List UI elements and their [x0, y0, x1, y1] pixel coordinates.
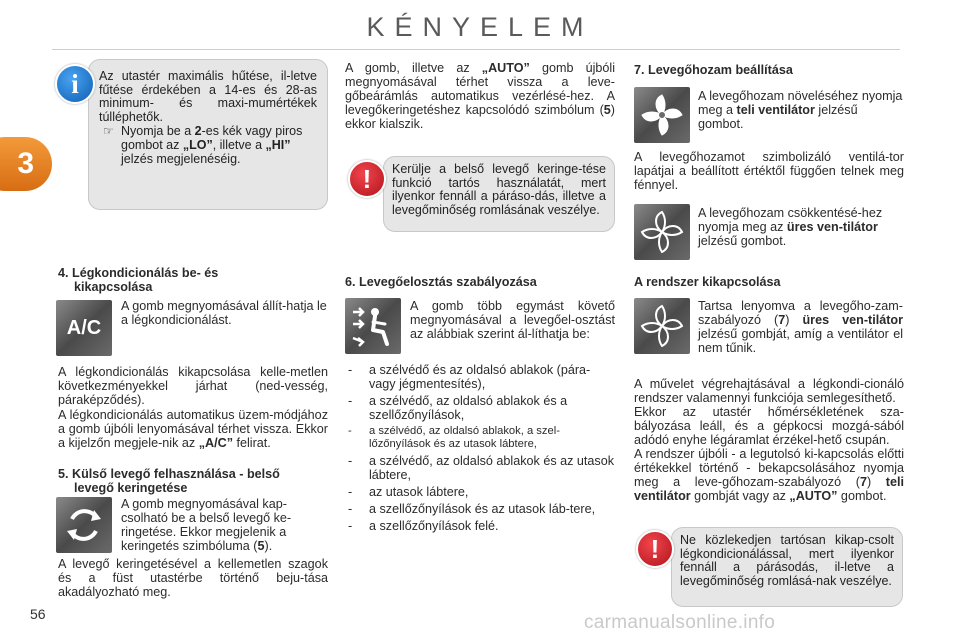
fan-empty-icon [634, 204, 690, 260]
distribution-list [345, 363, 617, 536]
list-item: - a szélvédő, az oldalsó ablakok és az utasok lábtere, [345, 454, 617, 482]
list-item: - a szélvédő és az oldalsó ablakok (pára- vagy jégmentesítés), [345, 363, 617, 391]
section-5-paragraph-1: A levegő keringetésével a kellemetlen szagok és a füst utastérbe történő beju-tása akadályozható meg. [58, 557, 328, 599]
info-icon: i [55, 64, 95, 104]
list-item: - a szellőzőnyílások felé. [345, 519, 617, 533]
chapter-tab: 3 [0, 137, 52, 191]
system-off-heading: A rendszer kikapcsolása [634, 275, 781, 289]
watermark: carmanualsonline.info [584, 612, 776, 633]
section-7-paragraph-1: A levegőhozamot szimbolizáló ventilá-tor lapátjai a beállított értéktől függően telnek meg fénnyel. [634, 150, 904, 192]
fan-decrease-text: A levegőhozam csökkentésé-hez nyomja meg az üres ven-tilátor jelzésű gombot. [698, 206, 883, 248]
warning-text-2: Ne közlekedjen tartósan kikap-csolt légkondicionálással, mert ilyenkor fennáll a párásodás, il-letve a levegőminőség romlásá-nak veszélye. [680, 533, 894, 588]
list-item: - a szélvédő, az oldalsó ablakok és a szellőzőnyílások, [345, 394, 617, 422]
info-bullet: ☞ Nyomja be a 2-es kék vagy piros gombot az „LO”, illetve a „HI” jelzés megjelenéséig. [103, 124, 303, 166]
air-distribution-icon [345, 298, 401, 354]
page-title: KÉNYELEM [366, 12, 594, 42]
warning-box-ac-off [671, 527, 903, 607]
section-6-intro: A gomb több egymást követő megnyomásával a levegőel-osztást az alábbiak szerint ál-líthatja be: [410, 299, 615, 341]
section-4-paragraph-2: A légkondicionálás automatikus üzem-módjához a gomb újbóli lenyomásával térhet vissza. Ekkor a kijelzőn megjele-nik az „A/C” felirat. [58, 408, 328, 450]
system-off-intro: Tartsa lenyomva a levegőho-zam-szabályozó (7) üres ven-tilátor jelzésű gombját, amíg a ventilátor el nem tűnik. [698, 299, 903, 355]
info-box [88, 59, 328, 210]
ac-button-icon: A/C [56, 300, 112, 356]
section-6-heading: 6. Levegőelosztás szabályozása [345, 275, 537, 289]
section-4-intro: A gomb megnyomásával állít-hatja le a légkondicionálást. [121, 299, 327, 327]
warning-text-1: Kerülje a belső levegő keringe-tése funkció tartós használatát, mert ilyenkor fennáll a páráso-dás, illetve a levegőminőség romlásának veszélye. [392, 162, 606, 217]
pointer-icon: ☞ [103, 124, 114, 139]
list-item: - az utasok lábtere, [345, 485, 617, 499]
auto-return-text: A gomb, illetve az „AUTO” gomb újbóli megnyomásával térhet vissza a leve-gőbeárámlás automatikus vezérlésé-hez. A levegőkeringetéshez kapcsolódó szimbólum (5) ekkor kialszik. [345, 61, 615, 131]
warning-box-recirculation [383, 156, 615, 232]
warning-icon: ! [636, 530, 674, 568]
system-off-paragraph: A művelet végrehajtásával a légkondi-cionáló rendszer valamennyi funkciója semlegesíthető. Ekkor az utastér hőmérsékletének sza-bályozása leáll, és a gépkocsi mozgá-sából adódó enyhe légáramlat érzékel-hető csupán. A rendszer újbóli - a legutolsó ki-kapcsolás előtti értékekkel történő - bekapcsolásához nyomja meg a leve-gőhozam-szabályozó (7) teli ventilátor gombját vagy az „AUTO” gombot. [634, 377, 904, 503]
section-4-paragraph-1: A légkondicionálás kikapcsolása kelle-metlen következményekkel járhat (ned-vesség, páraképződés). [58, 365, 328, 407]
list-item: - a szélvédő, az oldalsó ablakok, a szel-lőzőnyílások és az utasok lábtere, [345, 425, 617, 451]
warning-icon: ! [348, 160, 386, 198]
fan-increase-text: A levegőhozam növeléséhez nyomja meg a teli ventilátor jelzésű gombot. [698, 89, 903, 131]
info-text: Az utastér maximális hűtése, il-letve fűtése érdekében a 14-es és 28-as minimum- és maxi-mumértékek túlléphetők. [99, 69, 317, 124]
fan-empty-icon [634, 298, 690, 354]
list-item: - a szellőzőnyílások és az utasok láb-tere, [345, 502, 617, 516]
section-7-heading: 7. Levegőhozam beállítása [634, 63, 793, 77]
recirculation-icon [56, 497, 112, 553]
page-number: 56 [30, 606, 46, 622]
section-5-intro: A gomb megnyomásával kap-csolható be a belső levegő ke-ringetése. Ekkor megjelenik a keringetés szimbóluma (5). [121, 497, 292, 553]
fan-full-icon [634, 87, 690, 143]
header-divider [52, 49, 900, 50]
section-4-heading: 4. Légkondicionálás be- és kikapcsolása [58, 266, 219, 294]
section-5-heading: 5. Külső levegő felhasználása - belső levegő keringetése [58, 467, 280, 495]
